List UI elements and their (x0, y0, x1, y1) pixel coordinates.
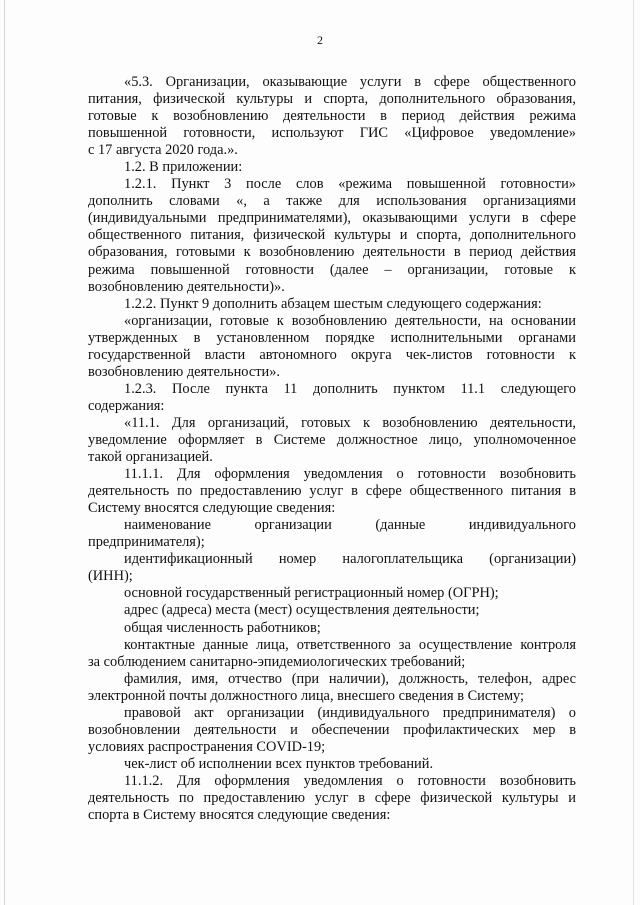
text-line: идентификационный номер налогоплательщика (организации) (124, 551, 576, 568)
document-body (88, 74, 576, 824)
paragraph (88, 602, 576, 619)
text-line: с 17 августа 2020 года.». (88, 142, 238, 159)
text-line: чек-лист об исполнении всех пунктов требований. (124, 755, 434, 772)
text-line: 1.2.1. Пункт 3 после слов «режима повышенной готовности» (124, 176, 576, 193)
text-line: (ИНН); (88, 568, 133, 585)
paragraph (88, 585, 576, 602)
paragraph (88, 773, 576, 824)
text-line: повышенной готовности, используют ГИС «Цифровое уведомление» (88, 125, 576, 142)
text-line: электронной почты должностного лица, внесшего сведения в Систему; (88, 687, 525, 704)
text-line: возобновлению деятельности)». (88, 278, 285, 295)
text-line: 1.2. В приложении: (124, 159, 243, 176)
text-line: «5.3. Организации, оказывающие услуги в сфере общественного (124, 74, 576, 90)
text-line: предпринимателя); (88, 534, 205, 551)
paragraph (88, 671, 576, 705)
text-line: общая численность работников; (124, 619, 321, 636)
text-line: основной государственный регистрационный номер (ОГРН); (124, 585, 499, 602)
text-line: возобновлении деятельности и обеспечении профилактических мер в (88, 721, 576, 738)
text-line: (индивидуальными предпринимателями), оказывающими услуги в сфере (88, 210, 576, 227)
text-line: режима повышенной готовности (далее – организации, готовые к (88, 261, 576, 278)
text-line: утвержденных в установленном порядке исполнительными органами (88, 329, 576, 346)
text-line: «организации, готовые к возобновлению деятельности, на основании (124, 312, 576, 329)
paragraph (88, 517, 576, 551)
text-line: образования, готовыми к возобновлению деятельности в период действия (88, 244, 576, 261)
text-line: условиях распространения COVID-19; (88, 738, 326, 755)
paragraph (88, 381, 576, 415)
text-line: правовой акт организации (индивидуального предпринимателя) о (124, 704, 576, 721)
text-line: «11.1. Для организаций, готовых к возобновлению деятельности, (124, 414, 576, 431)
paragraph (88, 637, 576, 671)
text-line: спорта в Систему вносятся следующие сведения: (88, 807, 391, 824)
text-line: возобновлению деятельности». (88, 363, 281, 380)
text-line: 1.2.3. После пункта 11 дополнить пунктом 11.1 следующего (124, 380, 576, 397)
text-line: деятельность по предоставлению услуг в сфере общественного питания в (88, 483, 576, 500)
scan-edge-right (633, 0, 634, 905)
paragraph (88, 74, 576, 159)
text-line: уведомление оформляет в Системе должностное лицо, уполномоченное (88, 431, 576, 448)
paragraph (88, 313, 576, 381)
text-line: 11.1.1. Для оформления уведомления о готовности возобновить (124, 466, 576, 483)
text-line: адрес (адреса) места (мест) осуществления деятельности; (124, 602, 480, 619)
text-line: наименование организации (данные индивидуального (124, 517, 576, 534)
paragraph (88, 176, 576, 295)
text-line: за соблюдением санитарно-эпидемиологических требований; (88, 653, 466, 670)
text-line: 11.1.2. Для оформления уведомления о готовности возобновить (124, 772, 576, 789)
paragraph (88, 415, 576, 466)
page-number: 2 (317, 33, 323, 47)
paragraph (88, 159, 576, 176)
text-line: 1.2.2. Пункт 9 дополнить абзацем шестым следующего содержания: (124, 295, 542, 312)
text-line: контактные данные лица, ответственного за осуществление контроля (124, 636, 576, 653)
text-line: Систему вносятся следующие сведения: (88, 500, 336, 517)
text-line: такой организацией. (88, 449, 213, 466)
paragraph (88, 756, 576, 773)
text-line: готовые к возобновлению деятельности в период действия режима (88, 108, 576, 125)
text-line: государственной власти автономного округа чек-листов готовности к (88, 346, 576, 363)
text-line: дополнить словами «, а также для использования организациями (88, 193, 576, 210)
text-line: содержания: (88, 397, 165, 414)
scan-edge-left (4, 0, 5, 905)
paragraph (88, 620, 576, 637)
paragraph (88, 705, 576, 756)
text-line: общественного питания, физической культуры и спорта, дополнительного (88, 227, 576, 244)
text-line: питания, физической культуры и спорта, дополнительного образования, (88, 91, 576, 108)
text-line: деятельность по предоставлению услуг в сфере физической культуры и (88, 789, 576, 806)
paragraph (88, 551, 576, 585)
text-line: фамилия, имя, отчество (при наличии), должность, телефон, адрес (124, 670, 576, 687)
paragraph (88, 296, 576, 313)
paragraph (88, 466, 576, 517)
